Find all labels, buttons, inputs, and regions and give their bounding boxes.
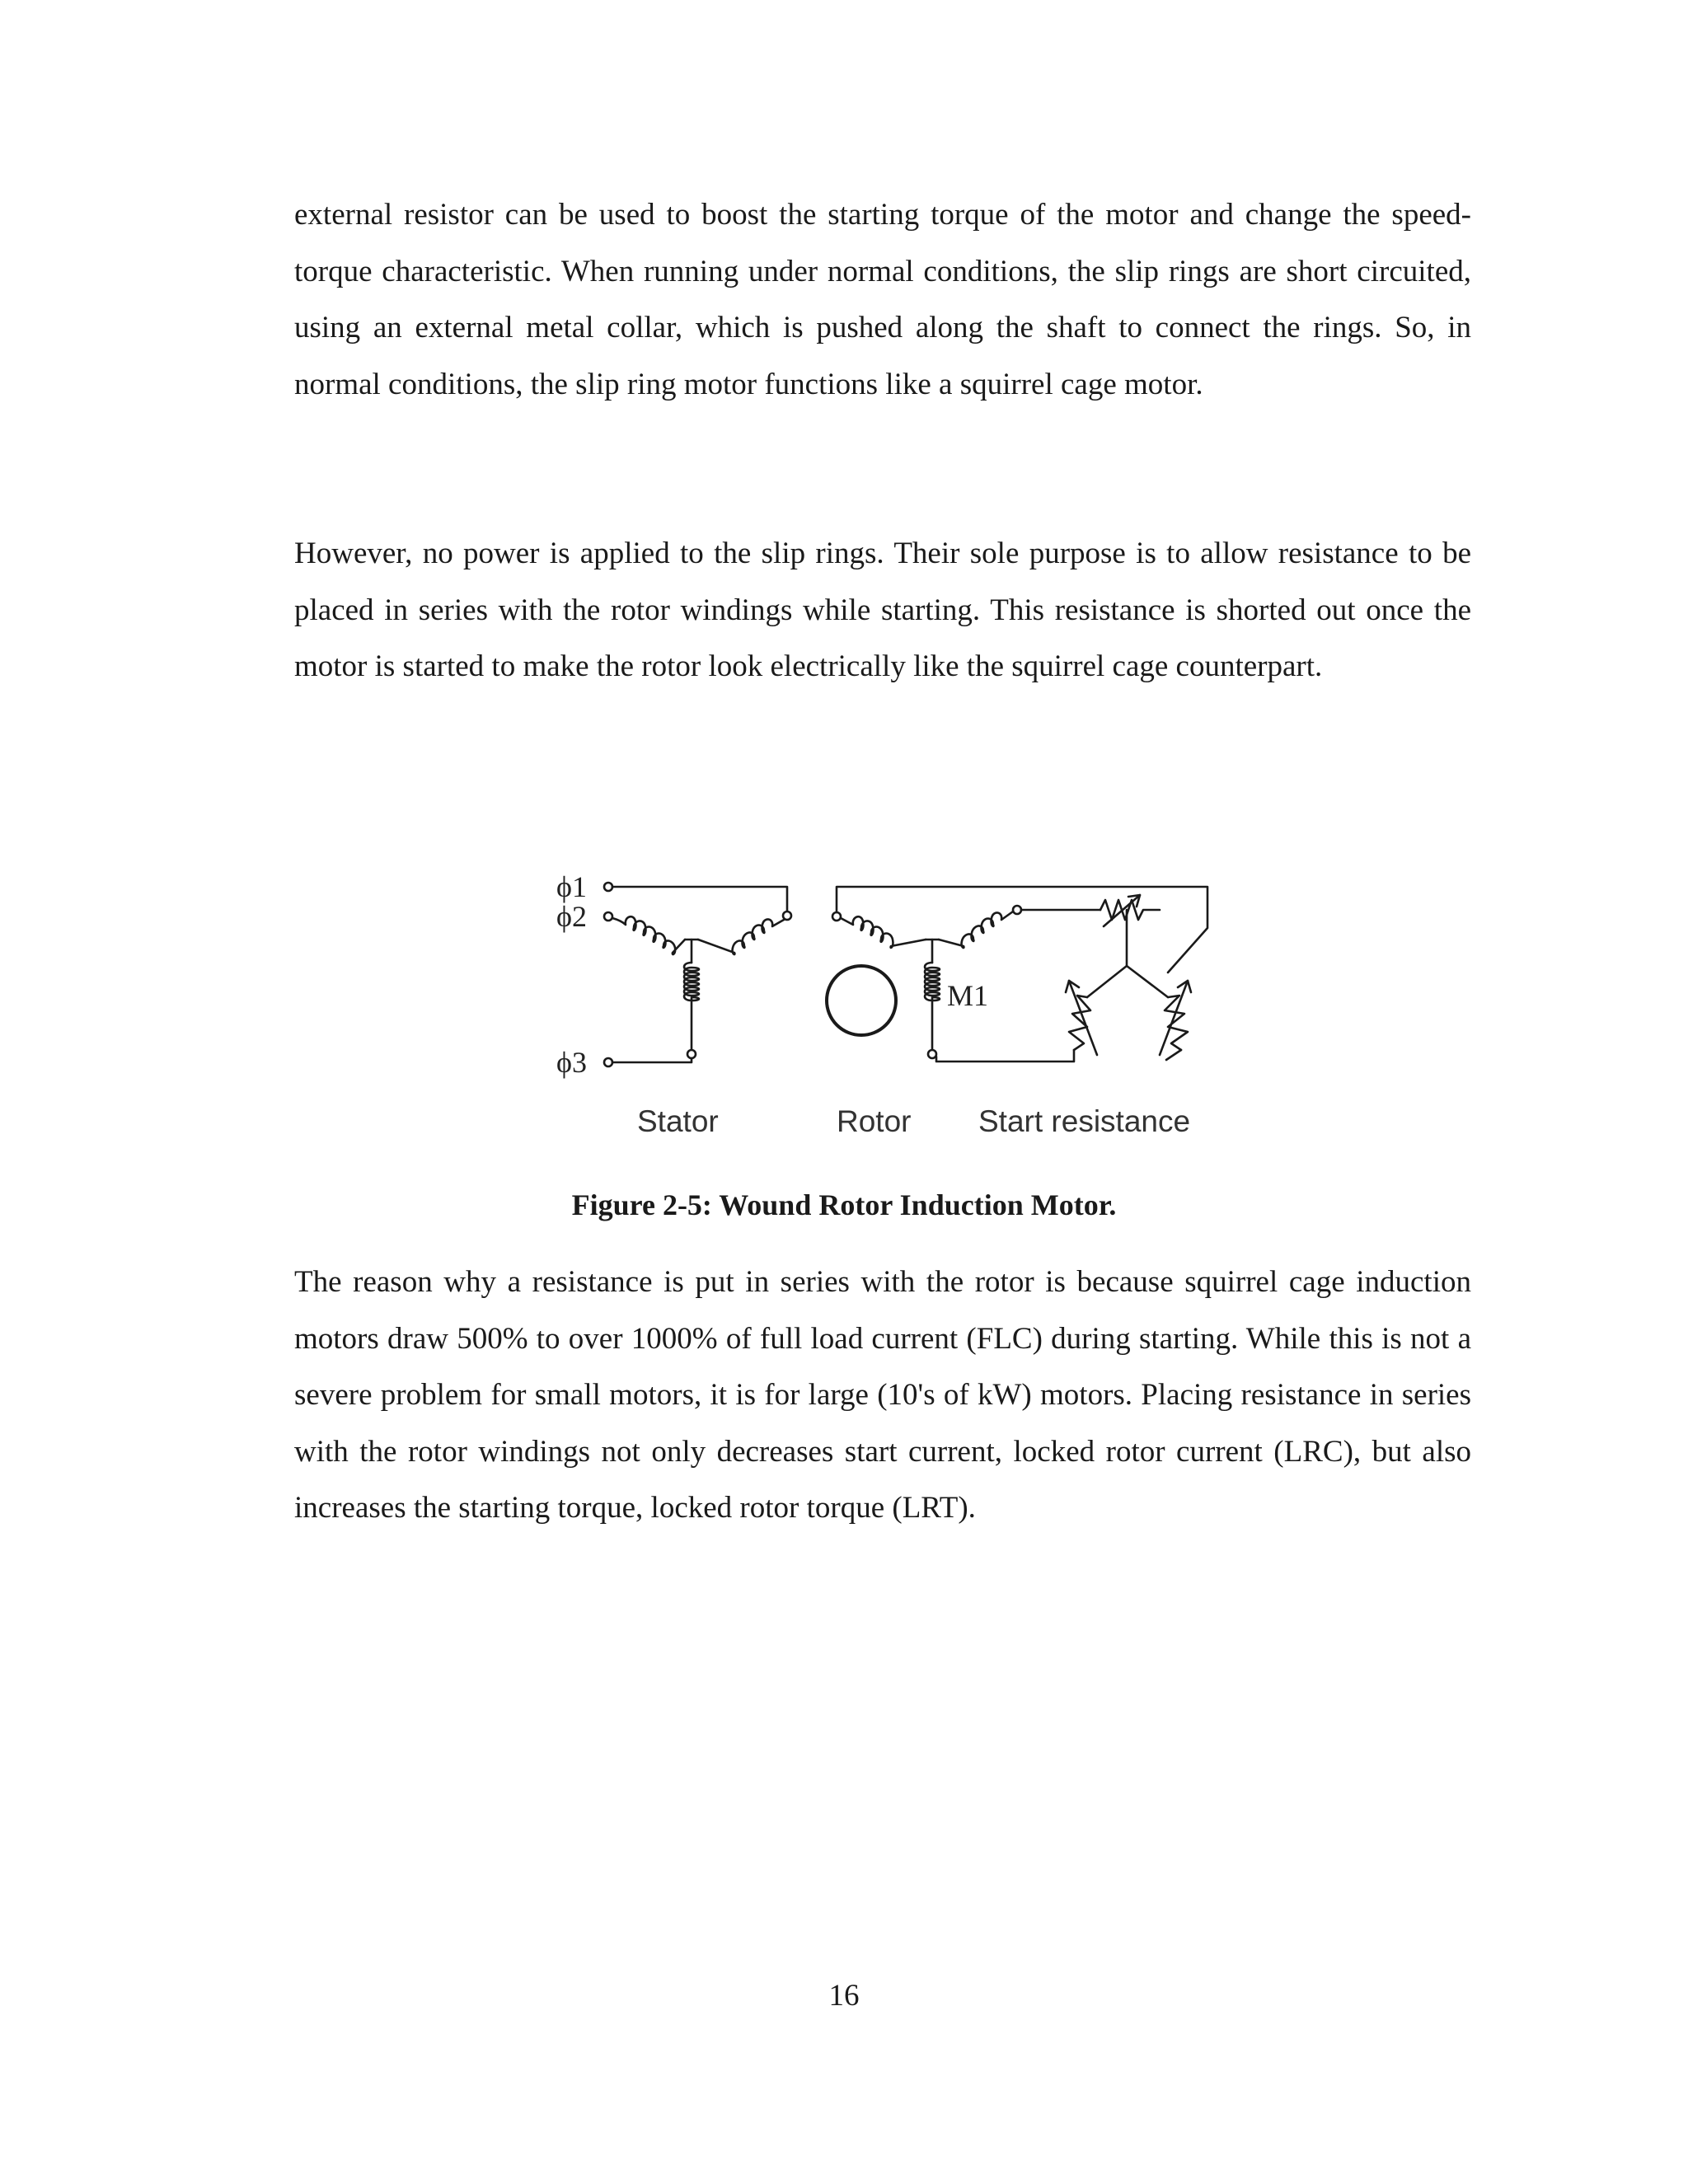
stator-winding: [604, 883, 791, 1066]
start-resistance-label: Start resistance: [978, 1104, 1191, 1138]
body-paragraph-2: However, no power is applied to the slip rings. Their sole purpose is to allow resistance to be placed in series with the rotor windings while starting. This resistance is shorted out once the motor is started to make the rotor look electrically like the squirrel cage counterpart.: [294, 537, 1471, 683]
rotor-label: Rotor: [837, 1104, 912, 1138]
wound-rotor-motor-diagram: [540, 849, 1232, 1154]
phase-1-label: ϕ1: [556, 870, 587, 903]
start-resistance-network: [936, 895, 1191, 1062]
stator-label: Stator: [637, 1104, 719, 1138]
motor-label: M1: [947, 979, 989, 1012]
body-paragraph-1: external resistor can be used to boost the starting torque of the motor and change the speed-torque characteristic. When running under normal conditions, the slip rings are short circuited, using an external metal collar, which is pushed along the shaft to connect the rings. So, in normal conditions, the slip ring motor functions like a squirrel cage motor.: [294, 198, 1471, 401]
page-number: 16: [828, 1979, 860, 2013]
phase-2-label: ϕ2: [556, 900, 587, 933]
body-paragraph-3: The reason why a resistance is put in series with the rotor is because squirrel cage induction motors draw 500% to over 1000% of full load current (FLC) during starting. While this is not a severe problem for small motors, it is for large (10's of kW) motors. Placing resistance in series with the rotor windings not only decreases start current, locked rotor current (LRC), but also increases the starting torque, locked rotor torque (LRT).: [294, 1265, 1471, 1525]
phase-3-label: ϕ3: [556, 1046, 587, 1079]
rotor-winding: [827, 887, 1207, 1058]
figure-caption: Figure 2-5: Wound Rotor Induction Motor.: [571, 1188, 1117, 1221]
